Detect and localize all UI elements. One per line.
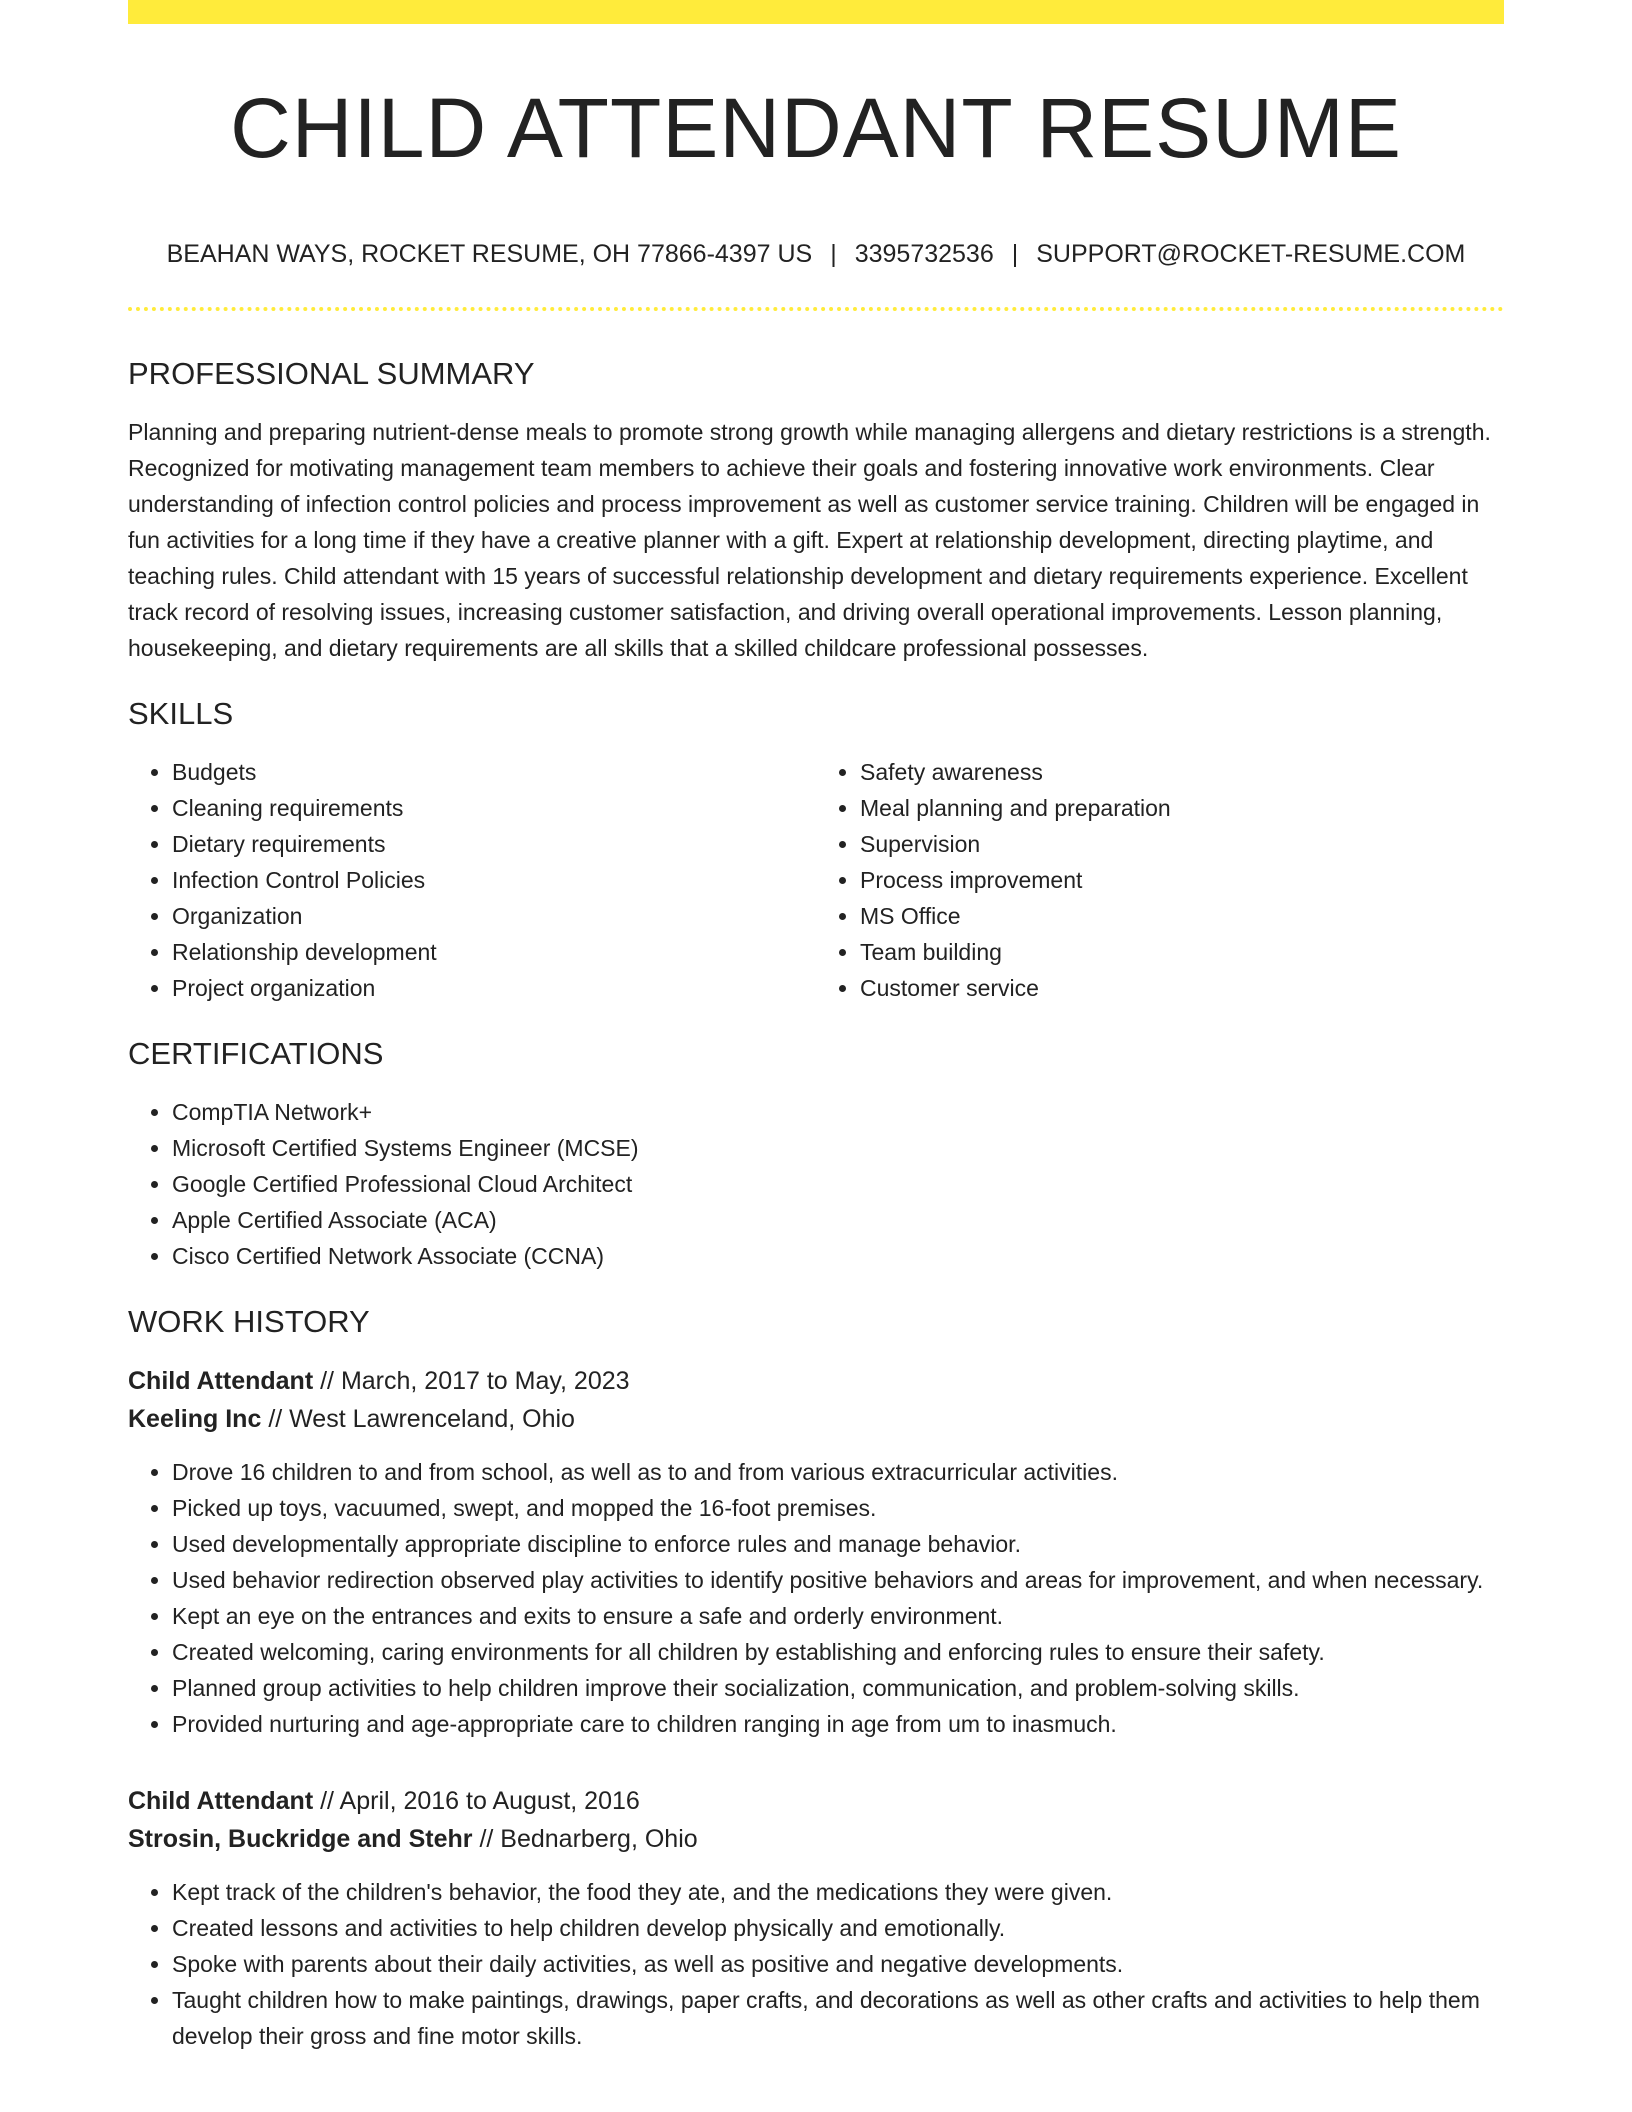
skills-section	[128, 692, 1504, 1006]
job-bullet: • Created lessons and activities to help children develop physically and emotionally.	[172, 1910, 1504, 1946]
job-bullet: • Planned group activities to help children improve their socialization, communication, and problem-solving skills.	[172, 1670, 1504, 1706]
contact-address: BEAHAN WAYS, ROCKET RESUME, OH 77866-4397 US	[166, 240, 813, 268]
job-location: // Bednarberg, Ohio	[472, 1825, 698, 1853]
job-company: Keeling Inc	[128, 1405, 262, 1433]
summary-heading: PROFESSIONAL SUMMARY	[128, 356, 535, 391]
skills-heading: SKILLS	[128, 696, 234, 731]
dotted-divider	[128, 307, 1504, 311]
skill-item: • Meal planning and preparation	[860, 790, 1504, 826]
certification-item: • Cisco Certified Network Associate (CCNA)	[172, 1238, 1504, 1274]
resume-content	[128, 352, 1504, 2094]
skills-columns	[128, 754, 1504, 1006]
job-bullet: • Picked up toys, vacuumed, swept, and mopped the 16-foot premises.	[172, 1490, 1504, 1526]
job-bullet: • Taught children how to make paintings, drawings, paper crafts, and decorations as well as other crafts and activities to help them develop their gross and fine motor skills.	[172, 1982, 1504, 2054]
skill-item: • Relationship development	[172, 934, 816, 970]
job-company-line	[128, 1820, 1504, 1858]
resume-title: CHILD ATTENDANT RESUME	[230, 81, 1402, 175]
certification-item: • CompTIA Network+	[172, 1094, 1504, 1130]
job-title: Child Attendant	[128, 1367, 314, 1395]
skills-left-list	[128, 754, 816, 1006]
skill-item: • Cleaning requirements	[172, 790, 816, 826]
certification-item: • Microsoft Certified Systems Engineer (MCSE)	[172, 1130, 1504, 1166]
job-company-line	[128, 1400, 1504, 1438]
job-title: Child Attendant	[128, 1787, 314, 1815]
summary-text: Planning and preparing nutrient-dense meals to promote strong growth while managing allergens and dietary restrictions is a strength. Recognized for motivating management team members to achieve their goals and fostering innovative work environments. Clear understanding of infection control policies and process improvement as well as customer service training. Children will be engaged in fun activities for a long time if they have a creative planner with a gift. Expert at relationship development, directing playtime, and teaching rules. Child attendant with 15 years of successful relationship development and dietary requirements experience. Excellent track record of resolving issues, increasing customer satisfaction, and driving overall operational improvements. Lesson planning, housekeeping, and dietary requirements are all skills that a skilled childcare professional possesses.	[128, 419, 1491, 661]
job-bullet: • Drove 16 children to and from school, as well as to and from various extracurricular activities.	[172, 1454, 1504, 1490]
skill-item: • Dietary requirements	[172, 826, 816, 862]
job-bullet: • Kept an eye on the entrances and exits to ensure a safe and orderly environment.	[172, 1598, 1504, 1634]
job-bullet: • Used behavior redirection observed play activities to identify positive behaviors and areas for improvement, and when necessary.	[172, 1562, 1504, 1598]
skill-item: • Infection Control Policies	[172, 862, 816, 898]
skill-item: • Process improvement	[860, 862, 1504, 898]
accent-bar	[128, 0, 1504, 24]
job-dates: // April, 2016 to August, 2016	[313, 1787, 640, 1815]
job-bullet: • Kept track of the children's behavior, the food they ate, and the medications they were given.	[172, 1874, 1504, 1910]
job-bullets	[128, 1874, 1504, 2054]
skill-item: • Team building	[860, 934, 1504, 970]
job-bullet: • Provided nurturing and age-appropriate care to children ranging in age from um to inasmuch.	[172, 1706, 1504, 1742]
skill-item: • Supervision	[860, 826, 1504, 862]
certifications-section	[128, 1032, 1504, 1274]
job-title-line	[128, 1362, 1504, 1400]
contact-separator: |	[830, 240, 837, 268]
contact-email: SUPPORT@ROCKET-RESUME.COM	[1036, 240, 1466, 268]
certifications-list	[128, 1094, 1504, 1274]
contact-line	[128, 236, 1504, 272]
skill-item: • Safety awareness	[860, 754, 1504, 790]
skills-right-list	[816, 754, 1504, 1006]
summary-section	[128, 352, 1504, 666]
job-title-line	[128, 1782, 1504, 1820]
job-bullet: • Created welcoming, caring environments for all children by establishing and enforcing rules to ensure their safety.	[172, 1634, 1504, 1670]
certifications-heading: CERTIFICATIONS	[128, 1036, 384, 1071]
job-location: // West Lawrenceland, Ohio	[261, 1405, 575, 1433]
job-entry	[128, 1362, 1504, 1742]
job-company: Strosin, Buckridge and Stehr	[128, 1825, 473, 1853]
job-bullets	[128, 1454, 1504, 1742]
skill-item: • MS Office	[860, 898, 1504, 934]
work-history-section	[128, 1300, 1504, 2054]
contact-separator: |	[1011, 240, 1019, 268]
certification-item: • Apple Certified Associate (ACA)	[172, 1202, 1504, 1238]
skill-item: • Organization	[172, 898, 816, 934]
skill-item: • Project organization	[172, 970, 816, 1006]
job-bullet: • Used developmentally appropriate discipline to enforce rules and manage behavior.	[172, 1526, 1504, 1562]
work-history-heading: WORK HISTORY	[128, 1304, 370, 1339]
job-dates: // March, 2017 to May, 2023	[313, 1367, 630, 1395]
job-entry	[128, 1782, 1504, 2054]
contact-phone: 3395732536	[854, 240, 994, 268]
skill-item: • Customer service	[860, 970, 1504, 1006]
skill-item: • Budgets	[172, 754, 816, 790]
job-bullet: • Spoke with parents about their daily activities, as well as positive and negative developments.	[172, 1946, 1504, 1982]
certification-item: • Google Certified Professional Cloud Architect	[172, 1166, 1504, 1202]
